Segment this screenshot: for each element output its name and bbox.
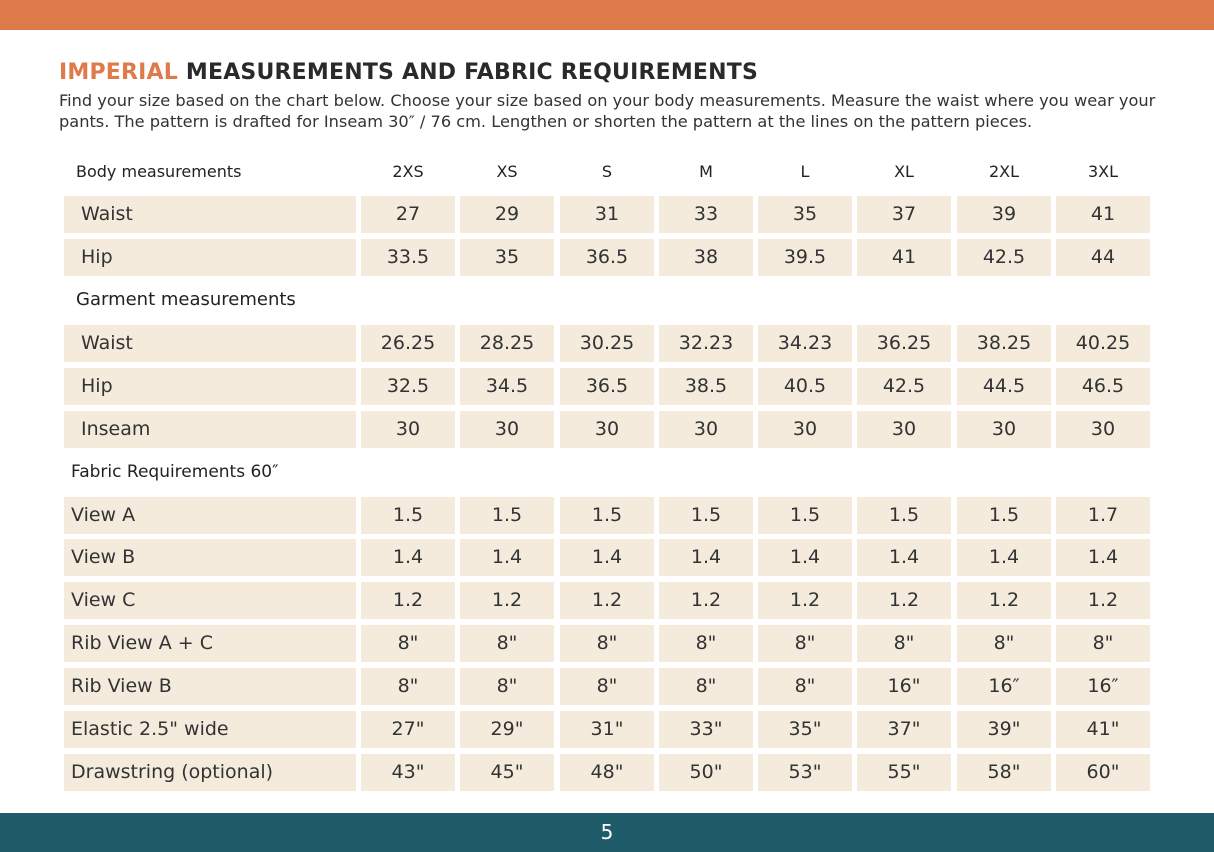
cell-value: 30 bbox=[857, 411, 951, 448]
cell-value: 8" bbox=[758, 668, 852, 705]
cell-value: 1.4 bbox=[659, 539, 753, 576]
cell-value: 44 bbox=[1056, 239, 1150, 276]
fabric-requirements-heading: Fabric Requirements 60″ bbox=[71, 462, 279, 482]
cell-value: 55" bbox=[857, 754, 951, 791]
cell-value: 8" bbox=[758, 625, 852, 662]
cell-value: 40.25 bbox=[1056, 325, 1150, 362]
cell-value: 1.2 bbox=[659, 582, 753, 619]
cell-value: 1.4 bbox=[857, 539, 951, 576]
cell-value: 1.5 bbox=[758, 497, 852, 534]
cell-value: 1.2 bbox=[361, 582, 455, 619]
cell-value: 36.5 bbox=[560, 368, 654, 405]
cell-value: 53" bbox=[758, 754, 852, 791]
size-header-m: M bbox=[699, 162, 713, 181]
cell-value: 30 bbox=[957, 411, 1051, 448]
cell-value: 1.2 bbox=[758, 582, 852, 619]
cell-value: 1.5 bbox=[857, 497, 951, 534]
title-accent: IMPERIAL bbox=[59, 60, 179, 85]
body-measurements-heading: Body measurements bbox=[76, 162, 242, 181]
size-header-3xl: 3XL bbox=[1087, 162, 1119, 181]
cell-value: 60" bbox=[1056, 754, 1150, 791]
cell-value: 38.25 bbox=[957, 325, 1051, 362]
cell-value: 1.2 bbox=[957, 582, 1051, 619]
cell-value: 38.5 bbox=[659, 368, 753, 405]
size-header-xl: XL bbox=[894, 162, 914, 181]
cell-value: 31 bbox=[560, 196, 654, 233]
cell-value: 32.5 bbox=[361, 368, 455, 405]
cell-value: 1.5 bbox=[659, 497, 753, 534]
cell-value: 8" bbox=[857, 625, 951, 662]
cell-value: 42.5 bbox=[857, 368, 951, 405]
cell-value: 36.5 bbox=[560, 239, 654, 276]
garment-measurements-heading: Garment measurements bbox=[76, 289, 296, 310]
cell-value: 1.5 bbox=[361, 497, 455, 534]
cell-value: 30 bbox=[361, 411, 455, 448]
cell-value: 44.5 bbox=[957, 368, 1051, 405]
cell-value: 42.5 bbox=[957, 239, 1051, 276]
cell-value: 40.5 bbox=[758, 368, 852, 405]
cell-value: 8" bbox=[659, 668, 753, 705]
cell-value: 30 bbox=[460, 411, 554, 448]
cell-value: 50" bbox=[659, 754, 753, 791]
cell-value: 8" bbox=[1056, 625, 1150, 662]
row-label: Waist bbox=[64, 325, 356, 362]
cell-value: 8" bbox=[560, 668, 654, 705]
page-title bbox=[59, 60, 758, 85]
page-number: 5 bbox=[600, 820, 614, 844]
cell-value: 37 bbox=[857, 196, 951, 233]
cell-value: 16″ bbox=[1056, 668, 1150, 705]
cell-value: 30 bbox=[659, 411, 753, 448]
title-rest: MEASUREMENTS AND FABRIC REQUIREMENTS bbox=[178, 60, 759, 85]
intro-paragraph: Find your size based on the chart below. Choose your size based on your body measurements. Measure the waist where you wear your pants. The pattern is drafted for Inseam 30″ / 76 cm. Lengthen or shorten the pattern at the lines on the pattern pieces. bbox=[59, 91, 1156, 131]
cell-value: 8" bbox=[361, 668, 455, 705]
cell-value: 1.5 bbox=[560, 497, 654, 534]
cell-value: 8" bbox=[957, 625, 1051, 662]
cell-value: 31" bbox=[560, 711, 654, 748]
cell-value: 58" bbox=[957, 754, 1051, 791]
row-label: Inseam bbox=[64, 411, 356, 448]
cell-value: 1.2 bbox=[1056, 582, 1150, 619]
cell-value: 34.23 bbox=[758, 325, 852, 362]
row-label: Hip bbox=[64, 368, 356, 405]
cell-value: 46.5 bbox=[1056, 368, 1150, 405]
cell-value: 30 bbox=[1056, 411, 1150, 448]
cell-value: 33.5 bbox=[361, 239, 455, 276]
cell-value: 35 bbox=[460, 239, 554, 276]
cell-value: 37" bbox=[857, 711, 951, 748]
cell-value: 29 bbox=[460, 196, 554, 233]
cell-value: 1.4 bbox=[460, 539, 554, 576]
cell-value: 1.2 bbox=[560, 582, 654, 619]
cell-value: 8" bbox=[659, 625, 753, 662]
top-accent-bar bbox=[0, 0, 1214, 30]
cell-value: 30.25 bbox=[560, 325, 654, 362]
cell-value: 1.4 bbox=[361, 539, 455, 576]
cell-value: 27" bbox=[361, 711, 455, 748]
cell-value: 39 bbox=[957, 196, 1051, 233]
cell-value: 1.7 bbox=[1056, 497, 1150, 534]
cell-value: 8" bbox=[460, 668, 554, 705]
cell-value: 45" bbox=[460, 754, 554, 791]
cell-value: 43" bbox=[361, 754, 455, 791]
cell-value: 33 bbox=[659, 196, 753, 233]
size-header-l: L bbox=[800, 162, 810, 181]
cell-value: 34.5 bbox=[460, 368, 554, 405]
cell-value: 32.23 bbox=[659, 325, 753, 362]
cell-value: 16″ bbox=[957, 668, 1051, 705]
cell-value: 33" bbox=[659, 711, 753, 748]
row-label: Waist bbox=[64, 196, 356, 233]
cell-value: 1.4 bbox=[957, 539, 1051, 576]
cell-value: 38 bbox=[659, 239, 753, 276]
cell-value: 35" bbox=[758, 711, 852, 748]
cell-value: 26.25 bbox=[361, 325, 455, 362]
cell-value: 1.4 bbox=[1056, 539, 1150, 576]
cell-value: 8" bbox=[460, 625, 554, 662]
cell-value: 8" bbox=[560, 625, 654, 662]
row-label: Hip bbox=[64, 239, 356, 276]
cell-value: 48" bbox=[560, 754, 654, 791]
size-header-2xl: 2XL bbox=[988, 162, 1020, 181]
cell-value: 41 bbox=[857, 239, 951, 276]
cell-value: 1.5 bbox=[460, 497, 554, 534]
row-label: View A bbox=[64, 497, 356, 534]
row-label: Rib View A + C bbox=[64, 625, 356, 662]
cell-value: 29" bbox=[460, 711, 554, 748]
size-header-s: S bbox=[601, 162, 613, 181]
cell-value: 1.2 bbox=[857, 582, 951, 619]
cell-value: 8" bbox=[361, 625, 455, 662]
size-header-xs: XS bbox=[496, 162, 518, 181]
row-label: Elastic 2.5" wide bbox=[64, 711, 356, 748]
cell-value: 41 bbox=[1056, 196, 1150, 233]
row-label: Rib View B bbox=[64, 668, 356, 705]
cell-value: 1.5 bbox=[957, 497, 1051, 534]
cell-value: 27 bbox=[361, 196, 455, 233]
cell-value: 41" bbox=[1056, 711, 1150, 748]
cell-value: 35 bbox=[758, 196, 852, 233]
cell-value: 36.25 bbox=[857, 325, 951, 362]
cell-value: 16" bbox=[857, 668, 951, 705]
cell-value: 1.4 bbox=[560, 539, 654, 576]
cell-value: 1.4 bbox=[758, 539, 852, 576]
row-label: Drawstring (optional) bbox=[64, 754, 356, 791]
cell-value: 39" bbox=[957, 711, 1051, 748]
cell-value: 30 bbox=[758, 411, 852, 448]
footer-bar bbox=[0, 813, 1214, 852]
row-label: View B bbox=[64, 539, 356, 576]
cell-value: 39.5 bbox=[758, 239, 852, 276]
cell-value: 1.2 bbox=[460, 582, 554, 619]
size-header-2xs: 2XS bbox=[392, 162, 424, 181]
row-label: View C bbox=[64, 582, 356, 619]
cell-value: 30 bbox=[560, 411, 654, 448]
cell-value: 28.25 bbox=[460, 325, 554, 362]
